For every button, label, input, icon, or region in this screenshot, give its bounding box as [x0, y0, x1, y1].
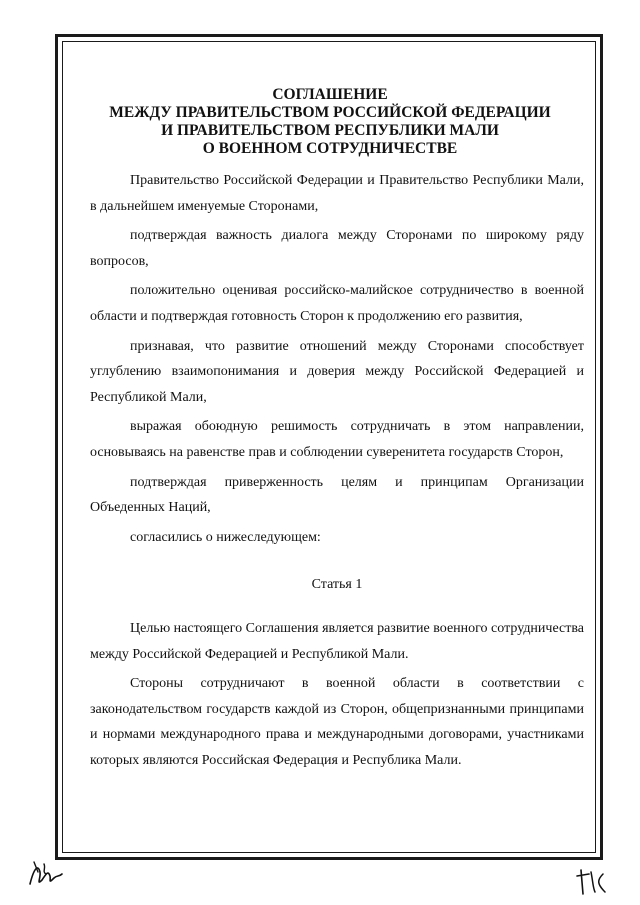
preamble-paragraph: подтверждая важность диалога между Сторонами по широкому ряду вопросов, [90, 228, 584, 269]
document-body [90, 168, 584, 773]
handwritten-initials-right [575, 864, 611, 896]
preamble-paragraph: положительно оценивая российско-малийское сотрудничество в военной области и подтверждая готовность Сторон к продолжению его развития, [90, 283, 584, 324]
preamble-paragraph: Правительство Российской Федерации и Правительство Республики Мали, в дальнейшем именуемые Сторонами, [90, 173, 584, 214]
title-line: МЕЖДУ ПРАВИТЕЛЬСТВОМ РОССИЙСКОЙ ФЕДЕРАЦИИ [109, 104, 551, 121]
title-line: О ВОЕННОМ СОТРУДНИЧЕСТВЕ [202, 140, 458, 157]
preamble-paragraph: выражая обоюдную решимость сотрудничать в этом направлении, основываясь на равенстве прав и соблюдении суверенитета государств Сторон, [90, 419, 584, 460]
title-line: СОГЛАШЕНИЕ [272, 86, 388, 103]
article-paragraph: Целью настоящего Соглашения является развитие военного сотрудничества между Российской Федерацией и Республикой Мали. [90, 620, 584, 662]
preamble-paragraph: признавая, что развитие отношений между Сторонами способствует углублению взаимопонимания и доверия между Российской Федерацией и Республикой Мали, [90, 338, 584, 405]
preamble-paragraph: подтверждая приверженность целям и принципам Организации Объеденных Наций, [90, 474, 584, 516]
title-line: И ПРАВИТЕЛЬСТВОМ РЕСПУБЛИКИ МАЛИ [161, 122, 499, 139]
article-heading: Статья 1 [311, 577, 363, 593]
article-paragraph: Стороны сотрудничают в военной области в соответствии с законодательством государств каждой из Сторон, общепризнанными принципами и нормами международного права и международными договорами, участниками которых являются Российская Федерация и Республика Мали. [90, 676, 584, 768]
handwritten-initials-left [26, 858, 66, 892]
preamble-paragraph: согласились о нижеследующем: [130, 529, 321, 545]
document-title [70, 86, 590, 158]
